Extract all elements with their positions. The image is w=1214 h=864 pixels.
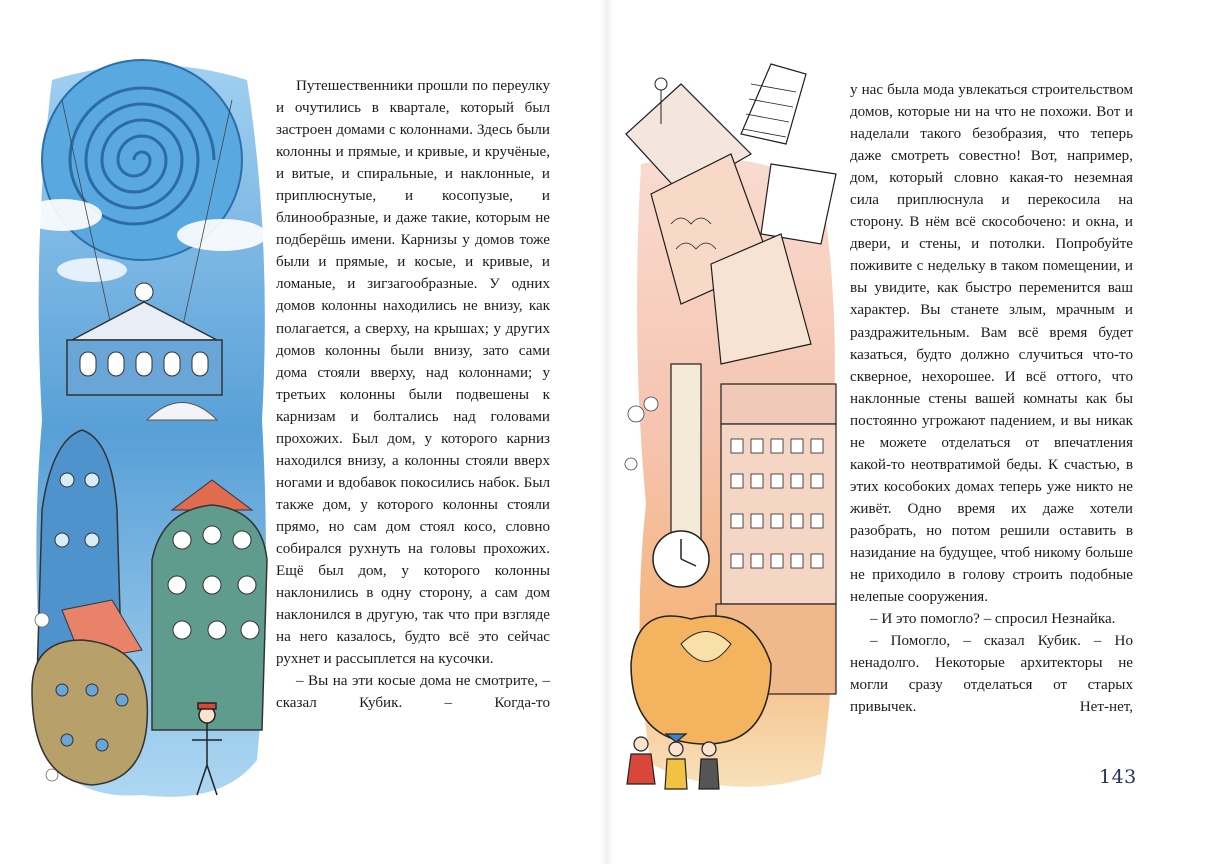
page-number: 143 bbox=[1099, 766, 1137, 788]
right-page-text bbox=[850, 79, 1133, 718]
paragraph: – И это помогло? – спросил Незнайка. bbox=[870, 611, 1116, 628]
left-page-text bbox=[276, 75, 550, 714]
paragraph: – Помогло, – сказал Кубик. – Но ненадолго. Некоторые архитекторы не могли сразу отделаться от старых привычек. Нет-нет, bbox=[850, 633, 1133, 716]
paragraph: у нас была мода увлекаться строительством домов, которые ни на что не похожи. Вот и наделали такого безобразия, что теперь даже смотреть совестно! Вот, например, дом, который словно какая-то неземная сила приплюснула и перекосила на сторону. В нём всё скособочено: и окна, и двери, и стены, и потолки. Попробуйте поживите с недельку в таком помещении, и вы увидите, как быстро переменится ваш характер. Вы станете злым, мрачным и раздражительным. Вам всё время будет казаться, будто должно случиться что-то скверное, нехорошее. И всё оттого, что наклонные стены вашей комнаты как бы постоянно угрожают падением, и вы никак не можете отделаться от впечатления какой-то неотвратимой беды. К счастью, в этих кособоких домах теперь уже никто не живёт. Одно время их даже хотели разобрать, но потом решили оставить в назидание на будущее, чтоб никому больше не приходило в голову строить подобные нелепые сооружения. bbox=[850, 82, 1133, 606]
paragraph: Путешественники прошли по переулку и очутились в квартале, который был застроен домами с колоннами. Здесь были колонны и прямые, и кривые, и кручёные, и витые, и спиральные, и наклонные, и приплюснутые, и косопузые, и блинообразные, и даже такие, которым не подберёшь имени. Карнизы у домов тоже были и прямые, и косые, и кривые, и ломаные, и зигзагообразные. У одних домов колонны находились не внизу, как полагается, а сверху, на крышах; у других домов колонны были внизу, зато сами дома стояли вверху, над колоннами; у третьих колонны были подвешены к карнизам и болтались над головами прохожих. Был дом, у которого карниз находился внизу, а колонны стояли вверх ногами и вдобавок покосились набок. Был также дом, у которого колонны стояли прямо, но сам дом стоял косо, словно собирался рухнуть на головы прохожих. Ещё был дом, у которого колонны наклонились в одну сторону, а сам дом наклонился в другую, так что при взгляде на него казалось, будто всё это сейчас рухнет и рассыплется на кусочки. bbox=[276, 78, 550, 668]
right-page bbox=[607, 0, 1214, 864]
city-balloon-illustration-icon bbox=[22, 40, 272, 810]
crooked-houses-illustration-icon bbox=[621, 44, 851, 796]
paragraph: – Вы на эти косые дома не смотрите, – сказал Кубик. – Когда-то bbox=[276, 673, 550, 712]
